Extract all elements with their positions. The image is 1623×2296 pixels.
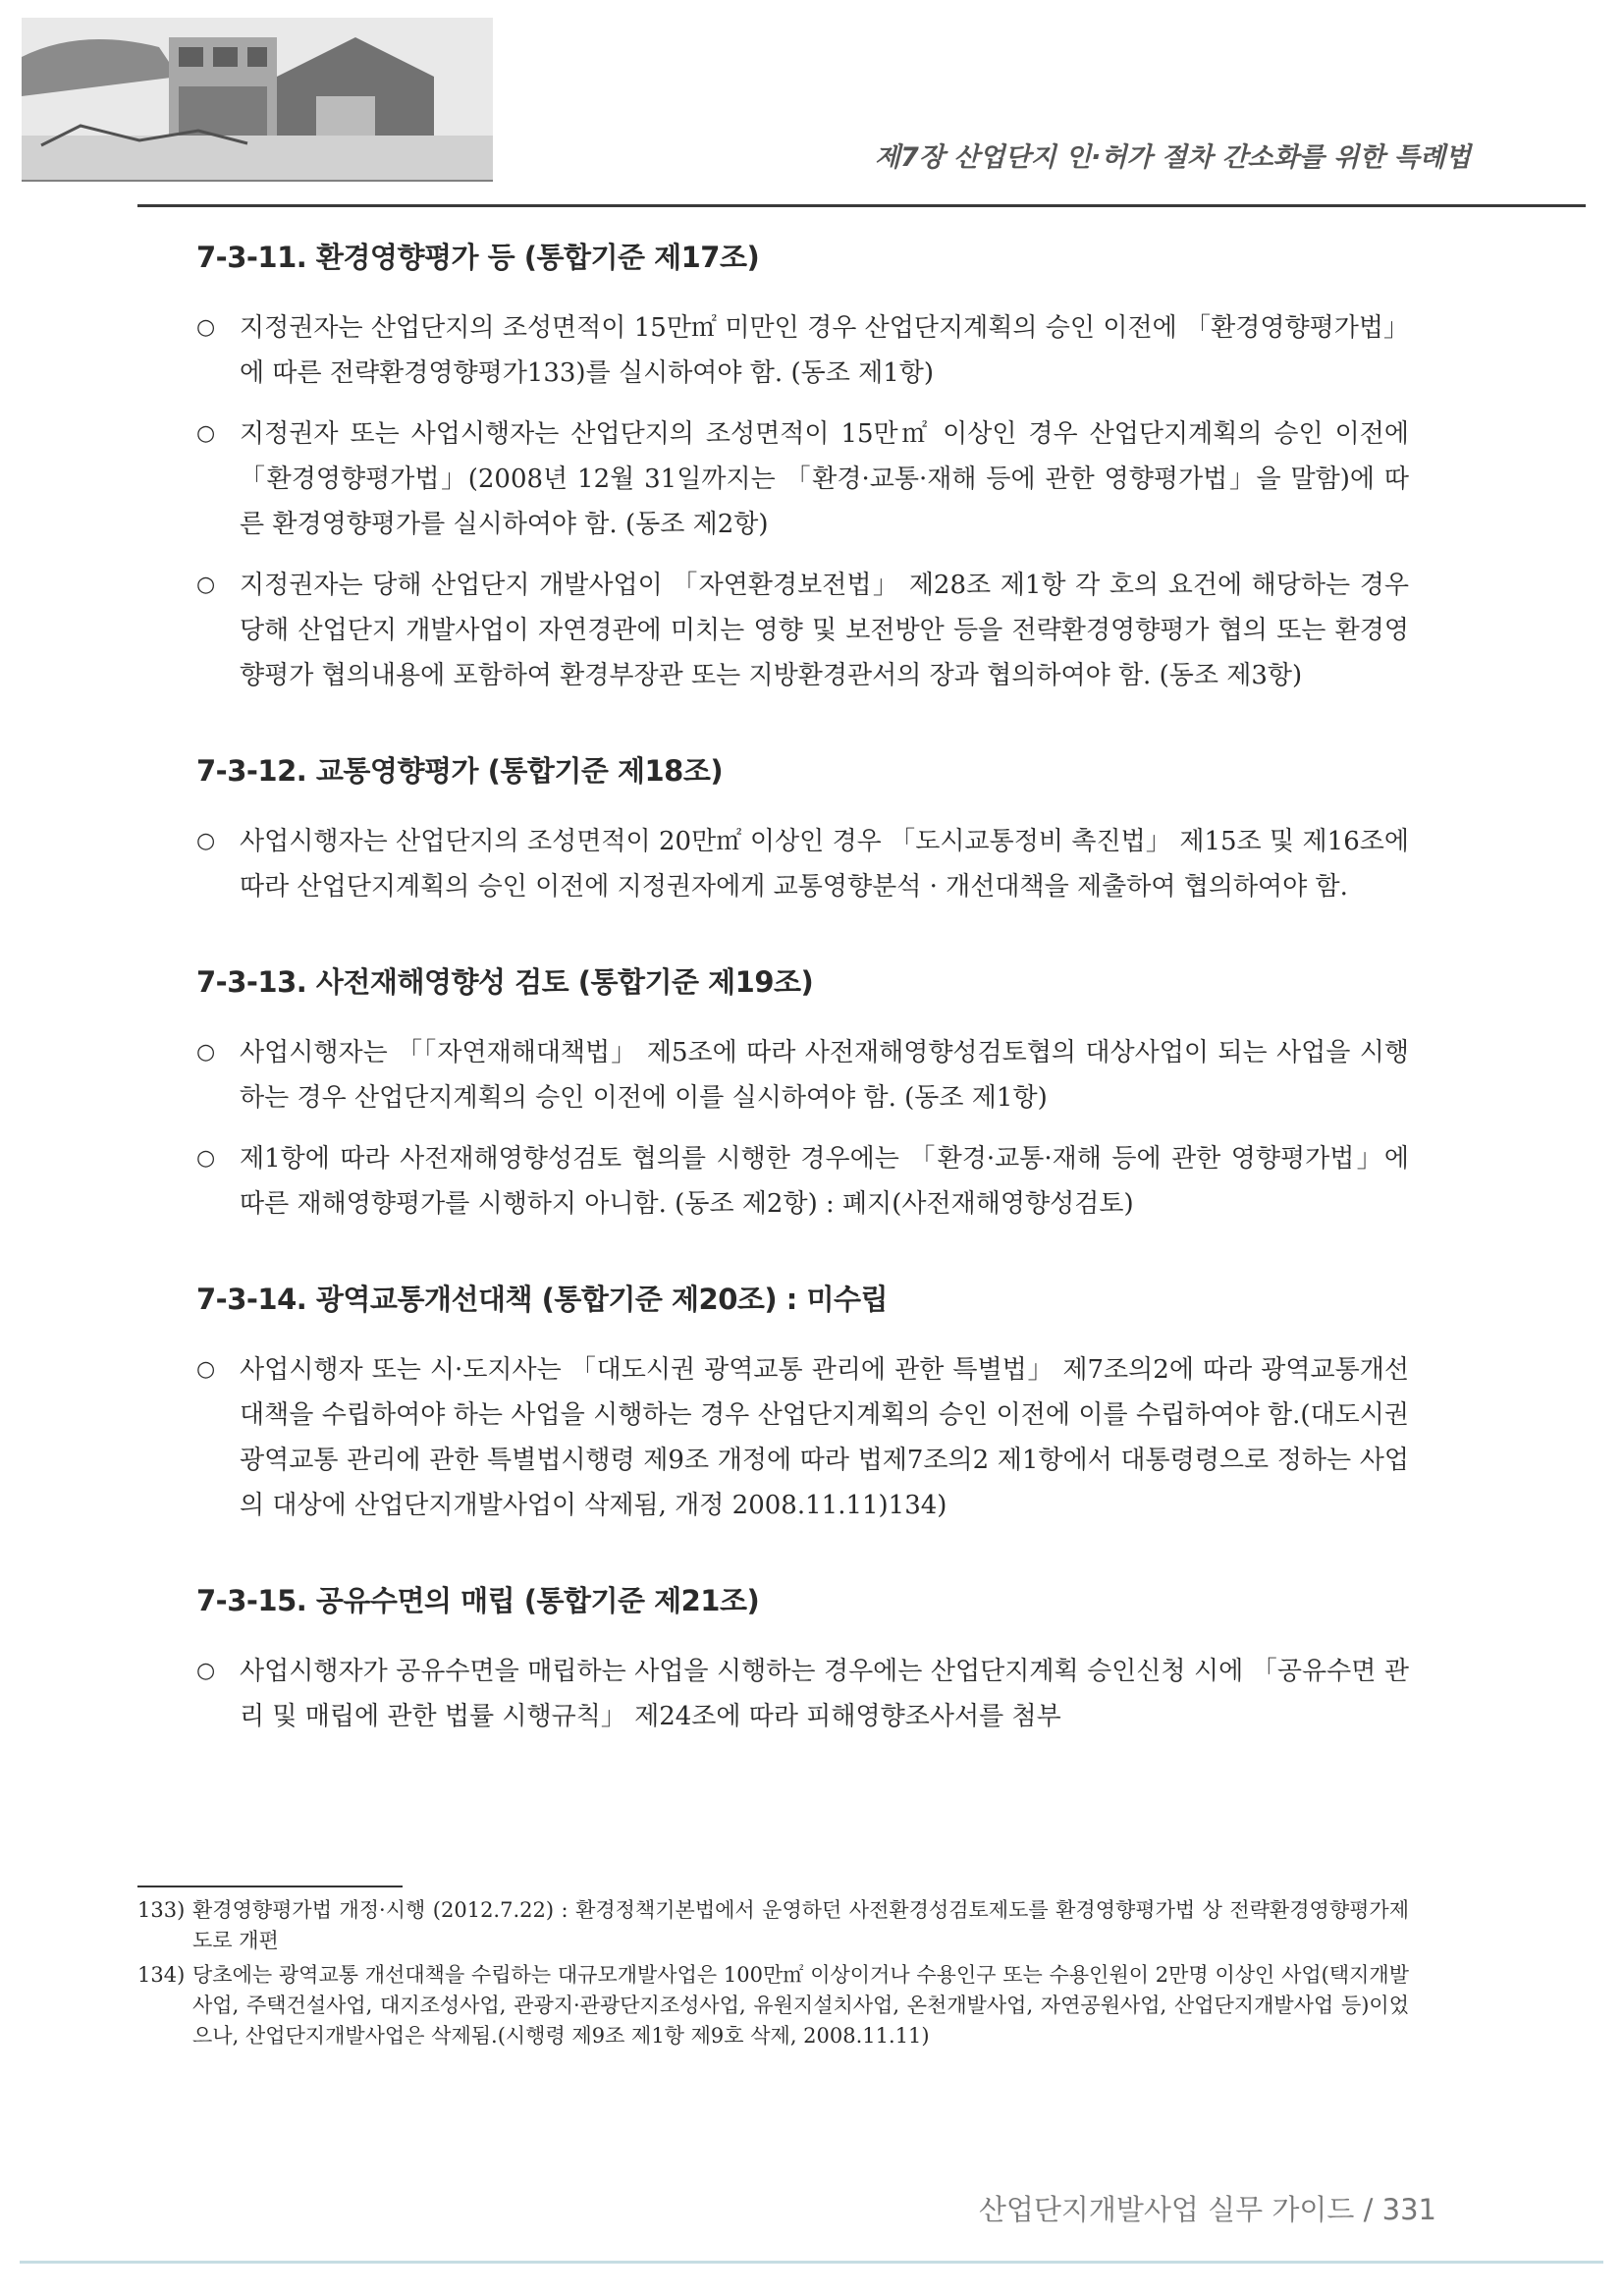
footnotes — [137, 1886, 1409, 2055]
bullet-item: ○ 지정권자는 산업단지의 조성면적이 15만㎡ 미만인 경우 산업단지계획의 승인 이전에 「환경영향평가법」에 따른 전략환경영향평가133)를 실시하여야 함. (동조 제1항) — [196, 305, 1409, 396]
footnote-text: 환경영향평가법 개정·시행 (2012.7.22) : 환경정책기본법에서 운영하던 사전환경성검토제도를 환경영향평가법 상 전략환경영향평가제도로 개편 — [192, 1898, 1409, 1952]
section-heading: 7-3-13. 사전재해영향성 검토 (통합기준 제19조) — [196, 965, 814, 999]
bullet-item: ○ 지정권자는 당해 산업단지 개발사업이 「자연환경보전법」 제28조 제1항 각 호의 요건에 해당하는 경우 당해 산업단지 개발사업이 자연경관에 미치는 영향 및 보전방안 등을 전략환경영향평가 협의 또는 환경영향평가 협의내용에 포함하여 환경부장관 또는 지방환경관서의 장과 협의하여야 함. (동조 제3항) — [196, 563, 1409, 698]
footer-dotted-line — [39, 2141, 1584, 2143]
page-header — [0, 0, 1623, 211]
bullet-item: ○ 사업시행자가 공유수면을 매립하는 사업을 시행하는 경우에는 산업단지계획 승인신청 시에 「공유수면 관리 및 매립에 관한 법률 시행규칙」 제24조에 따라 피해영향조사서를 첨부 — [196, 1649, 1409, 1739]
footnote — [137, 1895, 1409, 1956]
header-divider — [137, 204, 1586, 207]
footnote-number: 133) — [137, 1898, 186, 1922]
bullet-list — [196, 1649, 1409, 1739]
bullet-list — [196, 1347, 1409, 1528]
section-heading: 7-3-11. 환경영향평가 등 (통합기준 제17조) — [196, 241, 760, 274]
header-illustration — [22, 18, 493, 182]
bullet-item: ○ 사업시행자 또는 시·도지사는 「대도시권 광역교통 관리에 관한 특별법」 제7조의2에 따라 광역교통개선대책을 수립하여야 하는 사업을 시행하는 경우 산업단지계획의 승인 이전에 이를 수립하여야 함.(대도시권 광역교통 관리에 관한 특별법시행령 제9조 개정에 따라 법제7조의2 제1항에서 대통령령으로 정하는 사업의 대상에 산업단지개발사업이 삭제됨, 개정 2008.11.11)134) — [196, 1347, 1409, 1528]
section-heading: 7-3-15. 공유수면의 매립 (통합기준 제21조) — [196, 1584, 760, 1617]
main-content — [196, 236, 1409, 1790]
footnote-text: 당초에는 광역교통 개선대책을 수립하는 대규모개발사업은 100만㎡ 이상이거나 수용인구 또는 수용인원이 2만명 이상인 사업(택지개발사업, 주택건설사업, 대지조성사업, 관광지·관광단지조성사업, 유원지설치사업, 온천개발사업, 자연공원사업, 산업단지개발사업 등)이었으나, 산업단지개발사업은 삭제됨.(시행령 제9조 제1항 제9호 삭제, 2008.11.11) — [192, 1963, 1409, 2048]
bullet-item: ○ 사업시행자는 산업단지의 조성면적이 20만㎡ 이상인 경우 「도시교통정비 촉진법」 제15조 및 제16조에 따라 산업단지계획의 승인 이전에 지정권자에게 교통영향분석 · 개선대책을 제출하여 협의하여야 함. — [196, 819, 1409, 909]
footnote-number: 134) — [137, 1963, 186, 1987]
section-heading: 7-3-14. 광역교통개선대책 (통합기준 제20조) : 미수립 — [196, 1283, 888, 1316]
chapter-title: 제7장 산업단지 인·허가 절차 간소화를 위한 특례법 — [874, 142, 1471, 173]
bullet-item: ○ 지정권자 또는 사업시행자는 산업단지의 조성면적이 15만㎡ 이상인 경우 산업단지계획의 승인 이전에 「환경영향평가법」(2008년 12월 31일까지는 「환경·교통·재해 등에 관한 영향평가법」을 말함)에 따른 환경영향평가를 실시하여야 함. (동조 제2항) — [196, 411, 1409, 547]
footnote — [137, 1960, 1409, 2051]
bullet-item: ○ 사업시행자는 「「자연재해대책법」 제5조에 따라 사전재해영향성검토협의 대상사업이 되는 사업을 시행하는 경우 산업단지계획의 승인 이전에 이를 실시하여야 함. (동조 제1항) — [196, 1030, 1409, 1121]
bullet-item: ○ 제1항에 따라 사전재해영향성검토 협의를 시행한 경우에는 「환경·교통·재해 등에 관한 영향평가법」에 따른 재해영향평가를 시행하지 아니함. (동조 제2항) : 폐지(사전재해영향성검토) — [196, 1136, 1409, 1227]
footnote-divider — [137, 1886, 403, 1887]
section-heading: 7-3-12. 교통영향평가 (통합기준 제18조) — [196, 754, 724, 788]
page-footer: 산업단지개발사업 실무 가이드 / 331 — [978, 2193, 1436, 2226]
bullet-list — [196, 305, 1409, 698]
footer-divider — [20, 2261, 1603, 2264]
bullet-list — [196, 1030, 1409, 1227]
bullet-list — [196, 819, 1409, 909]
